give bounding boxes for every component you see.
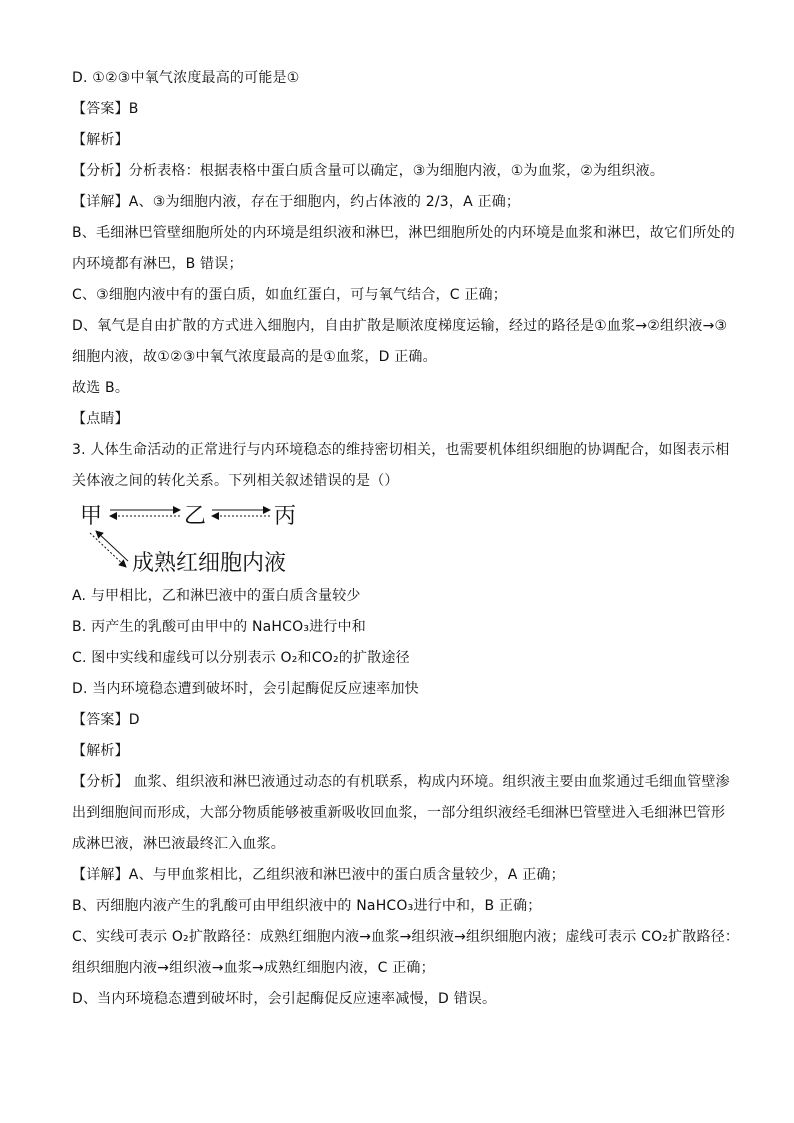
arrow-jia-to-rbc bbox=[90, 533, 126, 567]
arrow-rbc-to-jia bbox=[96, 531, 128, 561]
detail2-a: 【详解】A、与甲血浆相比，乙组织液和淋巴液中的蛋白质含量较少，A 正确； bbox=[72, 867, 565, 883]
node-rbc: 成熟红细胞内液 bbox=[132, 551, 287, 576]
detail-d-1: D、氧气是自由扩散的方式进入细胞内，自由扩散是顺浓度梯度运输，经过的路径是①血浆→②组织液→③ bbox=[72, 318, 728, 334]
detail2-c-2: 组织细胞内液→组织液→血浆→成熟红细胞内液，C 正确； bbox=[72, 960, 435, 976]
option-d: D. 当内环境稳态遭到破坏时，会引起酶促反应速率加快 bbox=[72, 681, 419, 697]
answer-label: 【答案】B bbox=[72, 101, 139, 117]
detail2-c-1: C、实线可表示 O₂扩散路径：成熟红细胞内液→血浆→组织液→组织细胞内液；虚线可表示 CO₂扩散路径： bbox=[72, 929, 740, 945]
fluid-conversion-diagram bbox=[72, 495, 402, 585]
analysis-text: 【分析】分析表格：根据表格中蛋白质含量可以确定，③为细胞内液，①为血浆，②为组织液。 bbox=[72, 163, 665, 179]
question-3-stem-1: 3. 人体生命活动的正常进行与内环境稳态的维持密切相关，也需要机体组织细胞的协调配合，如图表示相 bbox=[72, 442, 730, 458]
diagram-svg bbox=[72, 495, 402, 585]
option-c: C. 图中实线和虚线可以分别表示 O₂和CO₂的扩散途径 bbox=[72, 650, 410, 666]
node-yi: 乙 bbox=[184, 504, 207, 529]
option-d-prev: D. ①②③中氧气浓度最高的可能是① bbox=[72, 70, 300, 86]
detail-a: 【详解】A、③为细胞内液，存在于细胞内，约占体液的 2/3，A 正确； bbox=[72, 194, 521, 210]
detail-b-2: 内环境都有淋巴，B 错误； bbox=[72, 256, 243, 272]
question-3-stem-2: 关体液之间的转化关系。下列相关叙述错误的是（） bbox=[72, 473, 399, 489]
key-point-heading: 【点睛】 bbox=[72, 411, 129, 427]
option-b: B. 丙产生的乳酸可由甲中的 NaHCO₃进行中和 bbox=[72, 619, 366, 635]
node-bing: 丙 bbox=[274, 504, 297, 529]
option-a: A. 与甲相比，乙和淋巴液中的蛋白质含量较少 bbox=[72, 588, 361, 604]
detail-d-2: 细胞内液，故①②③中氧气浓度最高的是①血浆，D 正确。 bbox=[72, 349, 437, 365]
detail2-b: B、丙细胞内液产生的乳酸可由甲组织液中的 NaHCO₃进行中和，B 正确； bbox=[72, 898, 542, 914]
analysis-text-2-3: 成淋巴液，淋巴液最终汇入血浆。 bbox=[72, 836, 285, 852]
node-jia: 甲 bbox=[80, 504, 103, 529]
analysis-text-2-2: 出到细胞间而形成，大部分物质能够被重新吸收回血浆，一部分组织液经毛细淋巴管壁进入毛细淋巴管形 bbox=[72, 805, 726, 821]
choose-b: 故选 B。 bbox=[72, 380, 130, 396]
detail-c: C、③细胞内液中有的蛋白质，如血红蛋白，可与氧气结合，C 正确； bbox=[72, 287, 507, 303]
detail-b-1: B、毛细淋巴管壁细胞所处的内环境是组织液和淋巴，淋巴细胞所处的内环境是血浆和淋巴，故它们所处的 bbox=[72, 225, 736, 241]
answer-label-2: 【答案】D bbox=[72, 712, 140, 728]
detail2-d: D、当内环境稳态遭到破坏时，会引起酶促反应速率减慢，D 错误。 bbox=[72, 991, 497, 1007]
analysis-text-2-1: 【分析】 血浆、组织液和淋巴液通过动态的有机联系，构成内环境。组织液主要由血浆通过毛细血管壁渗 bbox=[72, 774, 730, 790]
analysis-heading-2: 【解析】 bbox=[72, 743, 129, 759]
analysis-heading: 【解析】 bbox=[72, 132, 129, 148]
